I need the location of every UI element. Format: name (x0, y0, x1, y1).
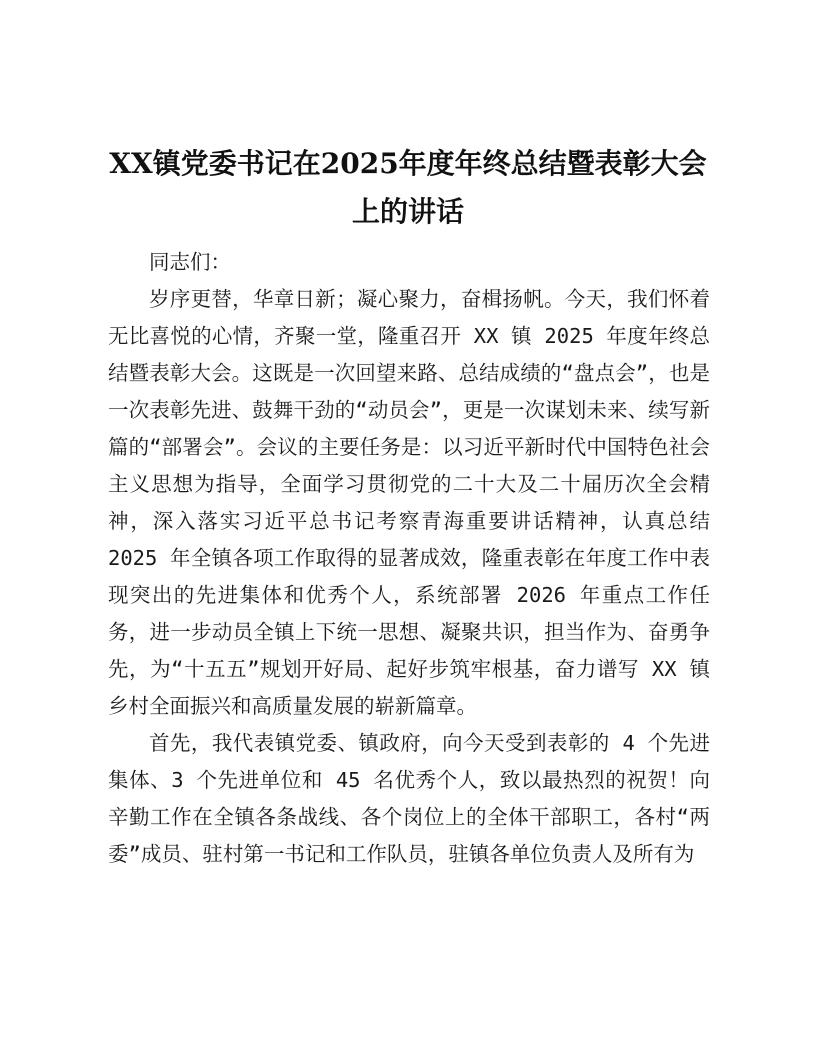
body-paragraph: 首先，我代表镇党委、镇政府，向今天受到表彰的 4 个先进集体、3 个先进单位和 45 名优秀个人，致以最热烈的祝贺！向辛勤工作在全镇各条战线、各个岗位上的全体干部职工，各村“两委”成员、驻村第一书记和工作队员，驻镇各单位负责人及所有为 (108, 731, 710, 866)
body-paragraph: 岁序更替，华章日新；凝心聚力，奋楫扬帆。今天，我们怀着无比喜悦的心情，齐聚一堂，隆重召开 XX 镇 2025 年度年终总结暨表彰大会。这既是一次回望来路、总结成绩的“盘点会”，也是一次表彰先进、鼓舞干劲的“动员会”，更是一次谋划未来、续写新篇的“部署会”。会议的主要任务是：以习近平新时代中国特色社会主义思想为指导，全面学习贯彻党的二十大及二十届历次全会精神，深入落实习近平总书记考察青海重要讲话精神，认真总结 2025 年全镇各项工作取得的显著成效，隆重表彰在年度工作中表现突出的先进集体和优秀个人，系统部署 2026 年重点工作任务，进一步动员全镇上下统一思想、凝聚共识，担当作为、奋勇争先，为“十五五”规划开好局、起好步筑牢根基，奋力谱写 XX 镇乡村全面振兴和高质量发展的崭新篇章。 (108, 287, 710, 718)
salutation-paragraph: 同志们： (149, 250, 231, 274)
document-title: XX镇党委书记在2025年度年终总结暨表彰大会上的讲话 (109, 147, 707, 228)
document-body (108, 244, 710, 873)
